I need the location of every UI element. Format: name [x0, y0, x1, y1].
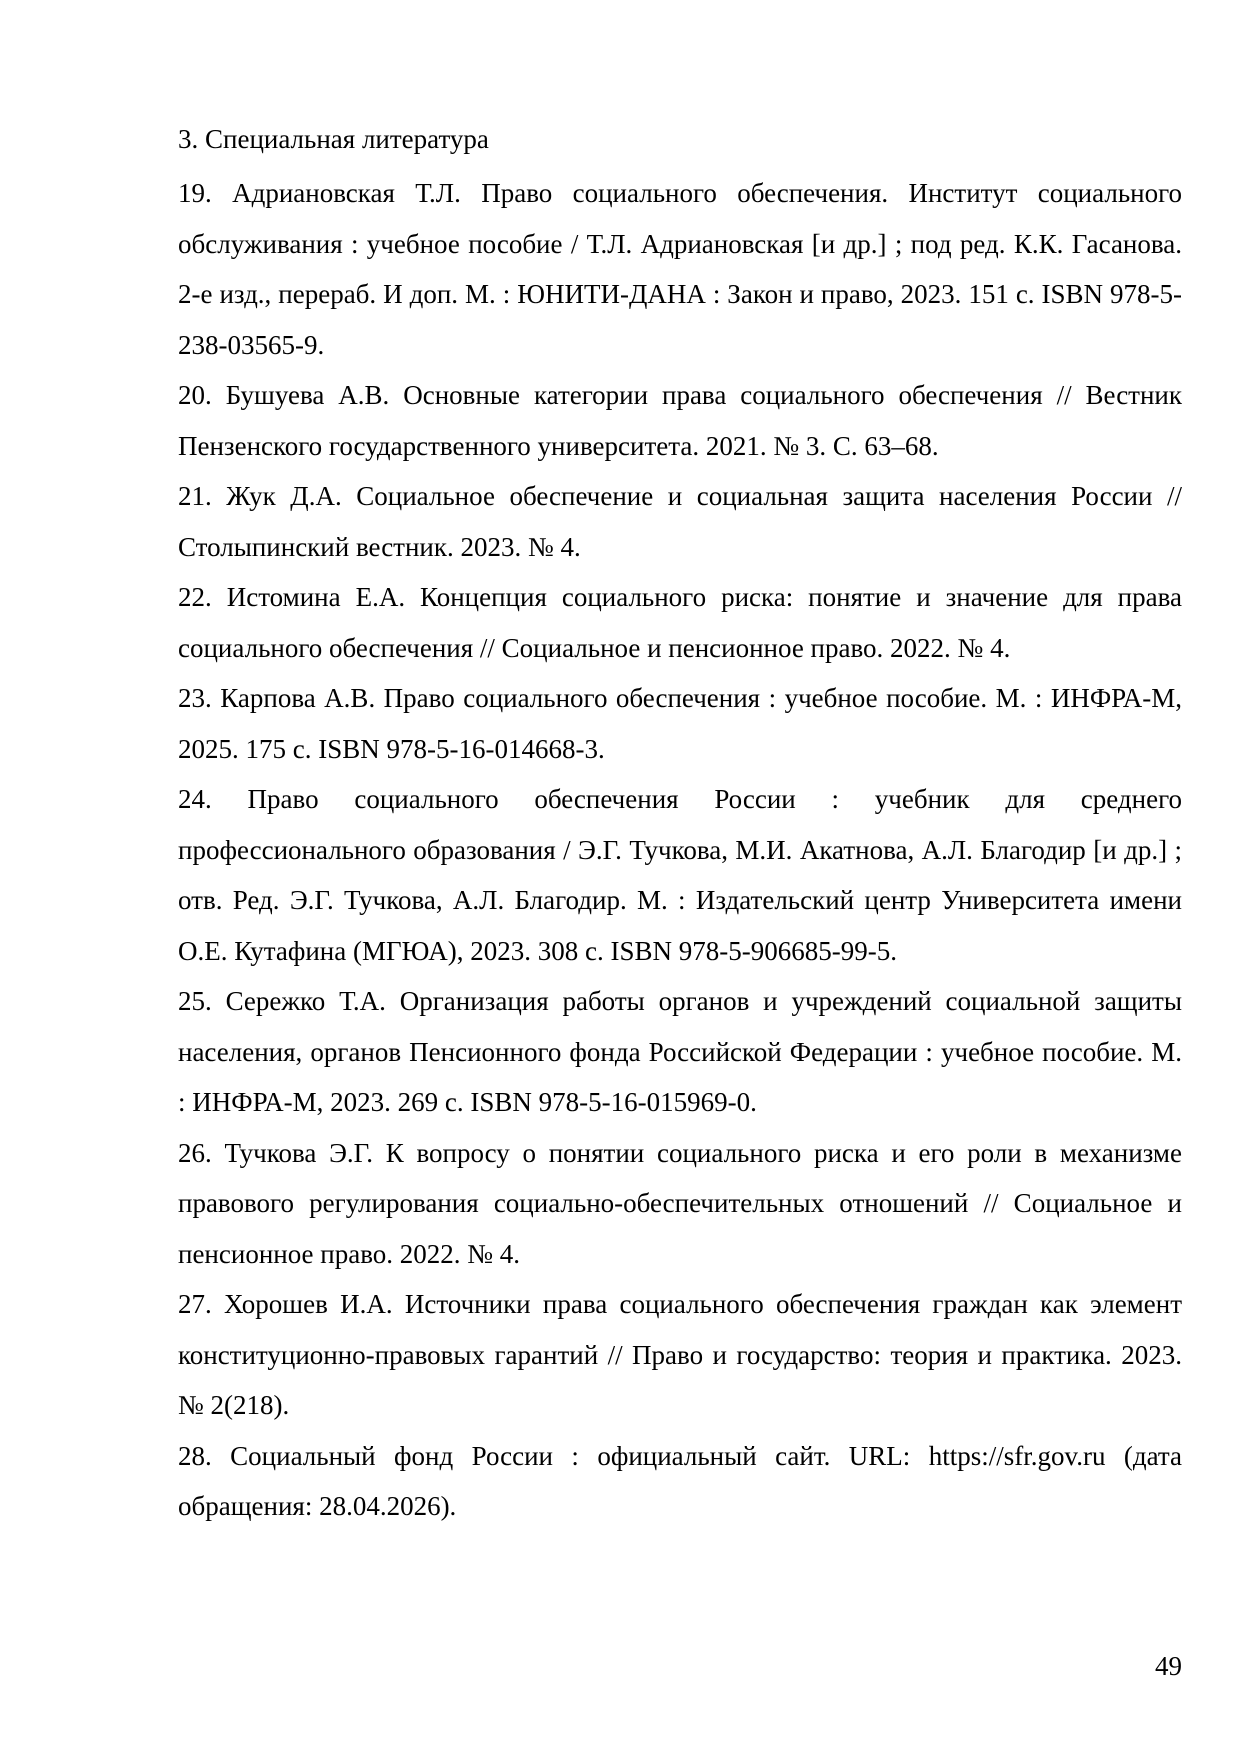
- page-number: 49: [1155, 1651, 1182, 1681]
- reference-item-22: 22. Истомина Е.А. Концепция социального риска: понятие и значение для права социального обеспечения // Социальное и пенсионное право. 2022. № 4.: [178, 582, 1182, 663]
- page-content: [178, 118, 1182, 1532]
- reference-item-28: 28. Социальный фонд России : официальный сайт. URL: https://sfr.gov.ru (дата обращения: 28.04.2026).: [178, 1440, 1182, 1521]
- section-heading: 3. Специальная литература: [178, 124, 489, 154]
- reference-item-23: 23. Карпова А.В. Право социального обеспечения : учебное пособие. М. : ИНФРА-М, 2025. 175 с. ISBN 978-5-16-014668-3.: [178, 683, 1182, 764]
- reference-item-19: 19. Адриановская Т.Л. Право социального обеспечения. Институт социального обслуживания : учебное пособие / Т.Л. Адриановская [и др.] ; под ред. К.К. Гасанова. 2-е изд., перераб. И доп. М. : ЮНИТИ-ДАНА : Закон и право, 2023. 151 с. ISBN 978-5-238-03565-9.: [178, 178, 1182, 360]
- reference-item-27: 27. Хорошев И.А. Источники права социального обеспечения граждан как элемент конституционно-правовых гарантий // Право и государство: теория и практика. 2023. № 2(218).: [178, 1289, 1182, 1420]
- reference-list: [178, 168, 1182, 1532]
- reference-item-20: 20. Бушуева А.В. Основные категории права социального обеспечения // Вестник Пензенского государственного университета. 2021. № 3. С. 63–68.: [178, 380, 1182, 461]
- reference-item-21: 21. Жук Д.А. Социальное обеспечение и социальная защита населения России // Столыпинский вестник. 2023. № 4.: [178, 481, 1182, 562]
- reference-item-25: 25. Сережко Т.А. Организация работы органов и учреждений социальной защиты населения, органов Пенсионного фонда Российской Федерации : учебное пособие. М. : ИНФРА-М, 2023. 269 с. ISBN 978-5-16-015969-0.: [178, 986, 1182, 1117]
- reference-item-24: 24. Право социального обеспечения России : учебник для среднего профессионального образования / Э.Г. Тучкова, М.И. Акатнова, А.Л. Благодир [и др.] ; отв. Ред. Э.Г. Тучкова, А.Л. Благодир. М. : Издательский центр Университета имени О.Е. Кутафина (МГЮА), 2023. 308 с. ISBN 978-5-906685-99-5.: [178, 784, 1182, 966]
- reference-item-26: 26. Тучкова Э.Г. К вопросу о понятии социального риска и его роли в механизме правового регулирования социально-обеспечительных отношений // Социальное и пенсионное право. 2022. № 4.: [178, 1137, 1182, 1269]
